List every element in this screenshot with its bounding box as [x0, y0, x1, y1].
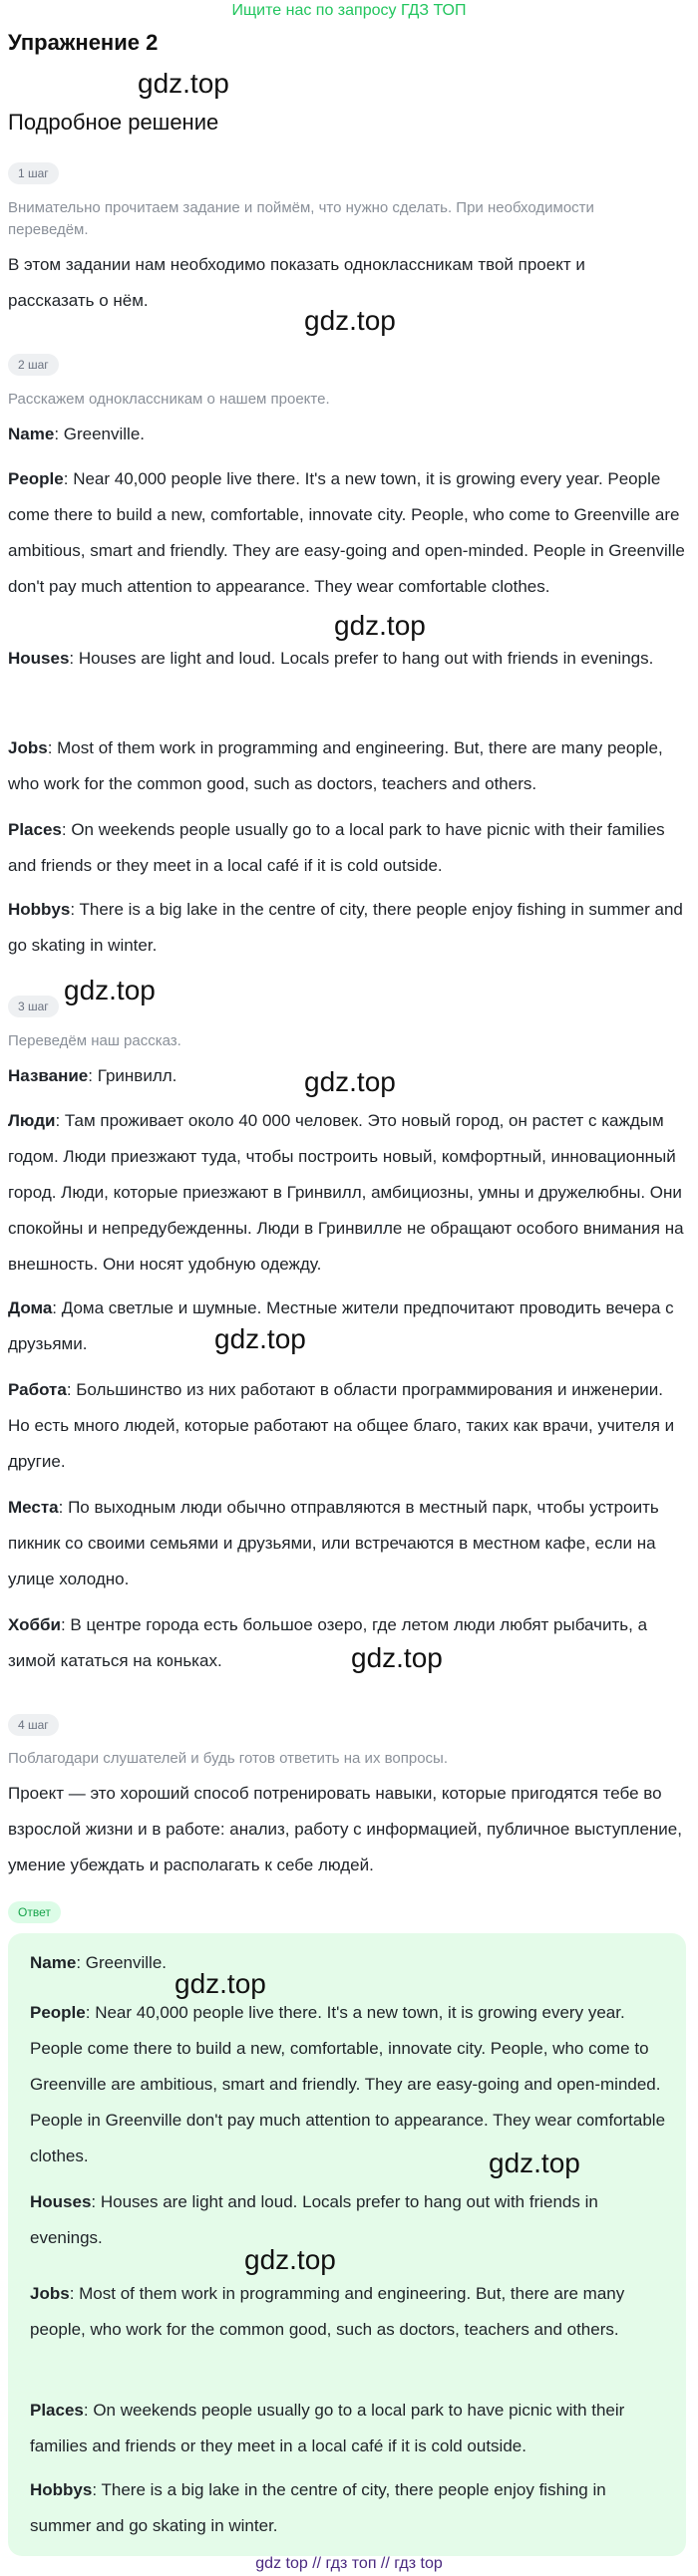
search-banner[interactable]: Ищите нас по запросу ГДЗ ТОП: [231, 2, 467, 19]
item-text: : Houses are light and loud. Locals prefer to hang out with friends in evenings.: [69, 649, 654, 668]
item-label: Places: [30, 2401, 84, 2420]
answer-item: [30, 2276, 668, 2348]
step-2-item: [8, 641, 686, 677]
item-text: : По выходным люди обычно отправляются в местный парк, чтобы устроить пикник со своими семьями и друзьями, или встречаются в местном кафе, если на улице холодно.: [8, 1498, 659, 1588]
step-1-text: В этом задании нам необходимо показать одноклассникам твой проект и рассказать о нём.: [8, 255, 585, 310]
step-3-item: [8, 1607, 686, 1679]
answer-item: [30, 2472, 668, 2544]
step-3-item: [8, 1290, 686, 1362]
item-label: Дома: [8, 1298, 53, 1317]
step-3-note: Переведём наш рассказ.: [8, 1032, 181, 1049]
item-text: : Дома светлые и шумные. Местные жители предпочитают проводить вечера с друзьями.: [8, 1298, 674, 1353]
step-3-item: [8, 1490, 686, 1597]
item-label: Jobs: [8, 738, 48, 757]
item-text: : Большинство из них работают в области программирования и инженерии. Но есть много людей, которые работают на общее благо, таких как врачи, учителя и другие.: [8, 1380, 675, 1471]
item-text: : On weekends people usually go to a local park to have picnic with their families and friends or they meet in a local café if it is cold outside.: [8, 820, 665, 875]
step-3-item: [8, 1372, 686, 1480]
page-title: Упражнение 2: [8, 30, 159, 55]
item-text: : Greenville.: [76, 1953, 168, 1972]
watermark: gdz.top: [138, 68, 229, 99]
item-text: : Near 40,000 people live there. It's a new town, it is growing every year. People come there to build a new, comfortable, innovate city. People, who come to Greenville are ambitious, smart and friendly. They are easy-going and open-minded. People in Greenville don't pay much attention to appearance. They wear comfortable clothes.: [8, 469, 685, 596]
step-2-item: [8, 730, 686, 802]
answer-item: [30, 2393, 668, 2464]
step-1-badge: 1 шаг: [8, 162, 59, 184]
item-text: : В центре города есть большое озеро, где летом люди любят рыбачить, а зимой кататься на коньках.: [8, 1615, 648, 1670]
step-3-badge: 3 шаг: [8, 996, 59, 1017]
watermark: gdz.top: [174, 1968, 266, 1999]
answer-item: [30, 1945, 668, 1981]
step-3-item: [8, 1103, 686, 1283]
step-2-item: [8, 461, 686, 605]
item-label: Name: [30, 1953, 77, 1972]
step-1-note: Внимательно прочитаем задание и поймём, что нужно сделать. При необходимости переведём.: [8, 199, 594, 238]
step-2-badge: 2 шаг: [8, 354, 59, 376]
item-label: Houses: [30, 2192, 92, 2211]
solution-heading: Подробное решение: [8, 110, 219, 135]
item-text: : Гринвилл.: [88, 1066, 177, 1085]
step-2-item: [8, 812, 686, 884]
item-label: Places: [8, 820, 62, 839]
item-text: : Most of them work in programming and engineering. But, there are many people, who work for the common good, such as doctors, teachers and others.: [30, 2284, 625, 2339]
item-label: Houses: [8, 649, 70, 668]
item-label: Hobbys: [8, 900, 71, 919]
step-4-badge: 4 шаг: [8, 1714, 59, 1736]
item-text: : Greenville.: [54, 425, 146, 443]
item-text: : Most of them work in programming and engineering. But, there are many people, who work for the common good, such as doctors, teachers and others.: [8, 738, 663, 793]
item-text: : On weekends people usually go to a local park to have picnic with their families and friends or they meet in a local café if it is cold outside.: [30, 2401, 625, 2455]
watermark: gdz.top: [334, 610, 426, 641]
watermark: gdz.top: [489, 2147, 580, 2178]
watermark: gdz.top: [214, 1323, 306, 1354]
step-4-text: Проект — это хороший способ потренировать навыки, которые пригодятся тебе во взрослой жизни и в работе: анализ, работу с информацией, публичное выступление, умение убеждать и располагать к себе людей.: [8, 1784, 682, 1874]
watermark: gdz.top: [244, 2244, 336, 2275]
item-text: : There is a big lake in the centre of city, there people enjoy fishing in summer and go skating in winter.: [8, 900, 683, 955]
item-label: Работа: [8, 1380, 67, 1399]
answer-item: [30, 2184, 668, 2256]
item-label: People: [30, 2003, 86, 2022]
step-2-item: [8, 892, 686, 964]
item-label: Места: [8, 1498, 59, 1517]
item-label: Название: [8, 1066, 89, 1085]
step-2-note: Расскажем одноклассникам о нашем проекте.: [8, 391, 330, 408]
item-text: : Houses are light and loud. Locals prefer to hang out with friends in evenings.: [30, 2192, 598, 2247]
watermark: gdz.top: [304, 1066, 396, 1097]
step-2-item: [8, 417, 686, 452]
item-label: People: [8, 469, 64, 488]
watermark: gdz.top: [304, 305, 396, 336]
item-text: : There is a big lake in the centre of city, there people enjoy fishing in summer and go skating in winter.: [30, 2480, 606, 2535]
footer-links[interactable]: gdz top // гдз топ // гдз top: [255, 2555, 443, 2572]
watermark: gdz.top: [64, 975, 156, 1005]
step-4-note: Поблагодари слушателей и будь готов ответить на их вопросы.: [8, 1750, 449, 1767]
item-label: Hobbys: [30, 2480, 93, 2499]
answer-box: [8, 1933, 686, 2556]
watermark: gdz.top: [351, 1642, 443, 1673]
item-text: : Near 40,000 people live there. It's a new town, it is growing every year. People come there to build a new, comfortable, innovate city. People, who come to Greenville are ambitious, smart and friendly. They are easy-going and open-minded. People in Greenville don't pay much attention to appearance. They wear comfortable clothes.: [30, 2003, 666, 2165]
answer-badge: Ответ: [8, 1901, 61, 1923]
item-text: : Там проживает около 40 000 человек. Это новый город, он растет с каждым годом. Люди приезжают туда, чтобы построить новый, комфортный, инновационный город. Люди, которые приезжают в Гринвилл, амбициозны, умны и дружелюбны. Они спокойны и непредубежденны. Люди в Гринвилле не обращают особого внимания на внешность. Они носят удобную одежду.: [8, 1111, 684, 1274]
item-label: Jobs: [30, 2284, 70, 2303]
item-label: Хобби: [8, 1615, 61, 1634]
item-label: Name: [8, 425, 55, 443]
item-label: Люди: [8, 1111, 56, 1130]
